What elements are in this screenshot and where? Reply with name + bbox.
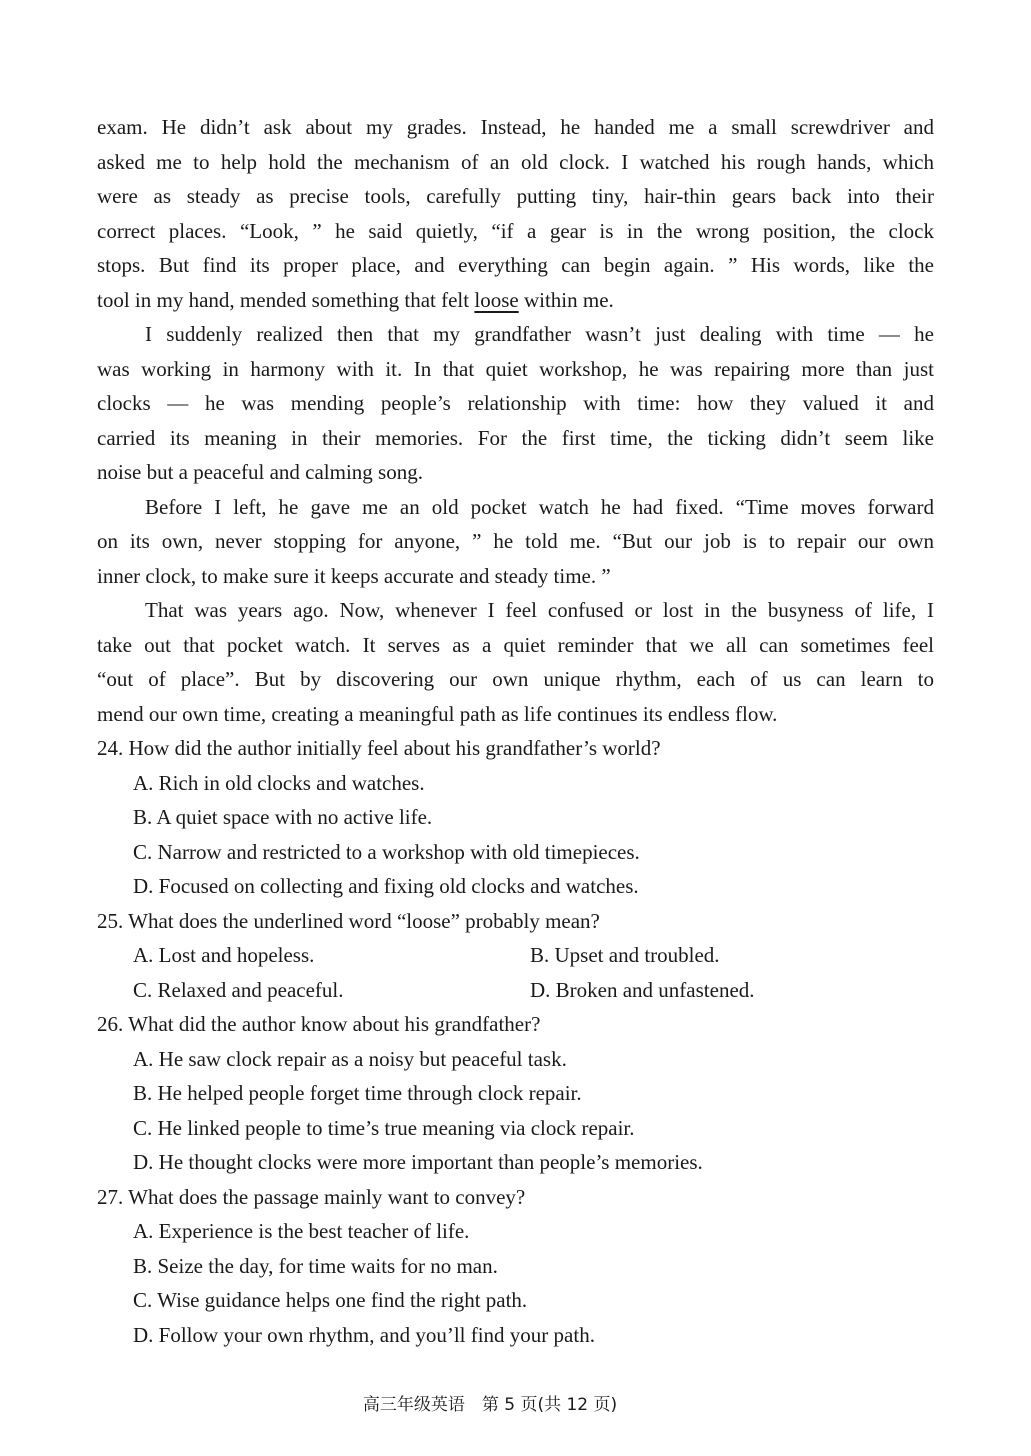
passage-line: clocks — he was mending people’s relationship with time: how they valued it and — [97, 391, 934, 415]
answer-option: A. He saw clock repair as a noisy but peaceful task. — [133, 1046, 567, 1071]
passage-line: stops. But find its proper place, and everything can begin again. ” His words, like the — [97, 253, 934, 277]
answer-option: D. Focused on collecting and fixing old clocks and watches. — [133, 874, 639, 898]
question-stem: 26. What did the author know about his grandfather? — [97, 1012, 541, 1036]
passage-line — [97, 283, 934, 318]
passage-line: I suddenly realized then that my grandfather wasn’t just dealing with time — he — [145, 322, 934, 346]
answer-option: C. He linked people to time’s true meaning via clock repair. — [133, 1115, 635, 1140]
passage-text: tool in my hand, mended something that felt — [97, 287, 475, 312]
passage-line: was working in harmony with it. In that quiet workshop, he was repairing more than just — [97, 356, 934, 381]
passage-text: inner clock, to make sure it keeps accurate and steady time. ” — [97, 563, 611, 588]
page-footer: 高三年级英语 第 5 页(共 12 页) — [362, 1395, 618, 1415]
exam-page-content — [97, 110, 934, 1352]
passage-line: correct places. “Look, ” he said quietly, “if a gear is in the wrong position, the clock — [97, 218, 934, 243]
underlined-word: loose — [474, 287, 519, 312]
passage-line: on its own, never stopping for anyone, ” he told me. “But our job is to repair our own — [97, 529, 934, 553]
answer-option: C. Wise guidance helps one find the right path. — [133, 1288, 528, 1312]
passage-text: mend our own time, creating a meaningful path as life continues its endless flow. — [97, 701, 778, 726]
answer-option: C. Relaxed and peaceful. — [133, 977, 344, 1002]
question-stem: 24. How did the author initially feel about his grandfather’s world? — [97, 736, 661, 760]
answer-option: D. He thought clocks were more important than people’s memories. — [133, 1150, 703, 1174]
passage-line: asked me to help hold the mechanism of an old clock. I watched his rough hands, which — [97, 149, 934, 174]
answer-option: B. He helped people forget time through clock repair. — [133, 1081, 582, 1105]
option-row — [97, 938, 934, 973]
question — [97, 1007, 934, 1180]
passage-paragraph — [97, 490, 934, 594]
answer-option: B. A quiet space with no active life. — [133, 805, 433, 829]
passage-line — [97, 455, 934, 490]
question — [97, 731, 934, 904]
answer-option: A. Rich in old clocks and watches. — [133, 770, 425, 795]
passage-line: carried its meaning in their memories. For the first time, the ticking didn’t seem like — [97, 425, 934, 450]
passage-paragraph — [97, 110, 934, 317]
answer-option: B. Upset and troubled. — [530, 943, 720, 967]
passage-line — [97, 697, 934, 732]
answer-option: A. Lost and hopeless. — [133, 943, 315, 967]
passage-text: noise but a peaceful and calming song. — [97, 460, 423, 484]
answer-option: A. Experience is the best teacher of life. — [133, 1219, 470, 1243]
passage-paragraph — [97, 317, 934, 490]
answer-option: D. Broken and unfastened. — [530, 977, 755, 1002]
passage-line: Before I left, he gave me an old pocket watch he had fixed. “Time moves forward — [145, 494, 934, 519]
question-stem: 25. What does the underlined word “loose” probably mean? — [97, 908, 600, 933]
passage-line: take out that pocket watch. It serves as a quiet reminder that we all can sometimes feel — [97, 632, 934, 657]
answer-option: C. Narrow and restricted to a workshop with old timepieces. — [133, 839, 640, 864]
option-row — [97, 973, 934, 1008]
answer-option: D. Follow your own rhythm, and you’ll find your path. — [133, 1322, 595, 1347]
question-stem: 27. What does the passage mainly want to convey? — [97, 1184, 526, 1209]
question — [97, 1180, 934, 1353]
answer-option: B. Seize the day, for time waits for no man. — [133, 1253, 498, 1278]
passage-text: within me. — [518, 287, 614, 312]
passage-line: exam. He didn’t ask about my grades. Instead, he handed me a small screwdriver and — [97, 115, 934, 139]
question — [97, 904, 934, 1008]
passage-line: “out of place”. But by discovering our own unique rhythm, each of us can learn to — [97, 667, 934, 691]
passage-paragraph — [97, 593, 934, 731]
passage-line — [97, 559, 934, 594]
passage-line: That was years ago. Now, whenever I feel confused or lost in the busyness of life, I — [145, 598, 934, 622]
passage-line: were as steady as precise tools, carefully putting tiny, hair-thin gears back into their — [97, 184, 934, 208]
